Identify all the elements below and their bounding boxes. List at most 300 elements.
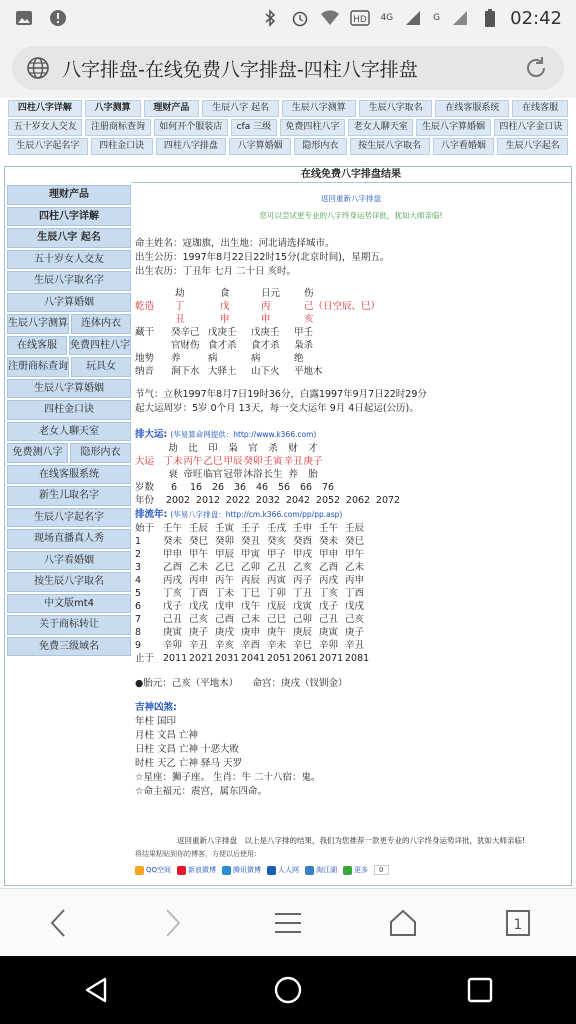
nav-link[interactable]: 五十岁女人交友	[8, 119, 82, 136]
cell: 劫	[175, 288, 185, 299]
sidebar-item[interactable]: 新生儿取名字	[7, 486, 131, 506]
cell: 庚戌	[215, 627, 235, 638]
sidebar-item[interactable]: 老女人聊天室	[7, 422, 131, 442]
cell: 癸巳	[345, 536, 365, 547]
cell: 壬午	[163, 523, 183, 534]
cell: 16	[189, 482, 203, 493]
shensha-line: 时柱 天乙 亡神 驿马 天罗	[135, 758, 243, 769]
liunian-source-link[interactable]: (华易八字排盘：http://cm.k366.com/pp/pp.asp)	[170, 510, 343, 519]
cell: 36	[233, 482, 247, 493]
sidebar-item[interactable]: 在线客服系统	[7, 465, 131, 485]
cell: 甲壬	[294, 327, 314, 338]
cell: 26	[211, 482, 225, 493]
cell: 年份	[135, 495, 155, 506]
sidebar-item[interactable]: 理财产品	[7, 185, 131, 205]
nav-link[interactable]: 在线客服	[512, 100, 568, 117]
cell: 乙丑	[267, 562, 287, 573]
dayun-age-row	[135, 481, 567, 494]
cell: 壬戌	[267, 523, 287, 534]
network-4g-label: 4G	[380, 13, 394, 23]
signal-icon-2	[450, 9, 470, 27]
address-bar-area	[0, 36, 576, 98]
cell: 冠带	[223, 469, 243, 480]
result-panel	[131, 167, 571, 885]
dayun-year-row	[135, 494, 567, 507]
cell: 辛酉	[241, 640, 261, 651]
sidebar-item[interactable]: 按生辰八字取名	[7, 572, 131, 592]
nav-link[interactable]: 八字看婚姻	[433, 138, 495, 155]
cell: 己亥	[345, 614, 365, 625]
cell: 丁亥	[319, 588, 339, 599]
cell: 沐浴	[243, 469, 263, 480]
cell: 劫	[168, 443, 178, 454]
cell: 乙亥	[293, 562, 313, 573]
info-lunar: 出生农历：丁丑年 七月 二十日 亥时。	[135, 266, 297, 277]
shensha-line: 月柱 文昌 亡神	[135, 730, 199, 741]
nav-link[interactable]: 按生辰八字取名	[350, 138, 430, 155]
cell: 癸亥	[267, 536, 287, 547]
canggan-row	[135, 326, 567, 339]
cell	[135, 313, 163, 326]
liunian-row	[135, 613, 567, 626]
cell: 印	[208, 443, 218, 454]
cell: 壬辰	[189, 523, 209, 534]
cell: 才	[308, 443, 318, 454]
cell: 丙辰	[241, 575, 261, 586]
sidebar-item[interactable]: 免费三级域名	[7, 637, 131, 657]
footer-promo-link[interactable]: 返回重新八字排盘 以上是八字排的结果，我们为您推荐一款更专业的八字终身运势详批，犹如大师亲临!	[176, 836, 525, 845]
dayun-shishen-row	[135, 442, 567, 455]
cell: 食	[220, 288, 230, 299]
address-bar[interactable]	[12, 46, 564, 90]
nav-link[interactable]: 生辰八字取名	[359, 100, 433, 117]
sidebar-item[interactable]: 四柱八字详解	[7, 207, 131, 227]
share-label: 更多	[354, 866, 369, 874]
cell	[135, 468, 163, 481]
cell: 戊戌	[189, 601, 209, 612]
nav-link[interactable]: 理财产品	[144, 100, 200, 117]
cell: 2042	[285, 495, 311, 506]
share-taojianghu[interactable]	[305, 865, 337, 875]
redo-link[interactable]: 返回重新八字排盘	[321, 194, 381, 203]
sidebar-item[interactable]: 关于商标转让	[7, 615, 131, 635]
share-label: 淘江湖	[316, 866, 338, 874]
shensha-line: ☆星座：狮子座。 生肖：牛 二十八宿：鬼。	[135, 772, 321, 783]
forward-button[interactable]	[153, 903, 193, 943]
cell: 丁	[175, 301, 185, 312]
cell: 46	[255, 482, 269, 493]
cell	[135, 442, 163, 455]
liunian-row	[135, 561, 567, 574]
nav-link[interactable]: 八字测算	[85, 100, 141, 117]
dayun-state-row	[135, 468, 567, 481]
sidebar-item[interactable]: 八字算婚姻	[7, 293, 131, 313]
system-nav-bar	[0, 956, 576, 1024]
cell: 丁酉	[345, 588, 365, 599]
cell: 庚辰	[293, 627, 313, 638]
page-title: 八字排盘-在线免费八字排盘-四柱八字排盘	[62, 58, 418, 81]
cell: 财	[288, 443, 298, 454]
cell: 甲申	[319, 549, 339, 560]
sidebar-pair	[7, 443, 131, 463]
cell: 涧下水	[171, 366, 200, 377]
cell: 帝旺	[183, 469, 203, 480]
cell: 56	[277, 482, 291, 493]
dayun-title: 排大运:	[135, 429, 168, 440]
dizhi-row	[135, 313, 567, 326]
cell: 养	[171, 353, 181, 364]
shensha-line: ☆命主福元：震宫，属东四命。	[135, 786, 268, 797]
cell: 乙巳	[215, 562, 235, 573]
cell: 平地木	[294, 366, 323, 377]
network-g-label: G	[433, 13, 441, 23]
cell: 丁巳	[241, 588, 261, 599]
cell: 甲寅	[241, 549, 261, 560]
cell: 辛丑	[345, 640, 365, 651]
cell: 辛丑	[283, 456, 303, 467]
cell: 己未	[241, 614, 261, 625]
sidebar-item[interactable]: 现场直播真人秀	[7, 529, 131, 549]
cell: 乙巳	[203, 456, 223, 467]
sidebar-item[interactable]: 生辰八字取名字	[7, 271, 131, 291]
renren-icon	[267, 866, 276, 875]
cell: 3	[135, 562, 142, 573]
tabs-icon[interactable]	[498, 903, 538, 943]
cell: 2032	[255, 495, 281, 506]
share-bar	[135, 865, 389, 875]
cell: 2011	[163, 653, 188, 664]
cell: 甲午	[189, 549, 209, 560]
cell: 2031	[215, 653, 240, 664]
cell: 乙酉	[319, 562, 339, 573]
cell: 癸辛己	[171, 327, 200, 338]
tencent-weibo-icon	[222, 866, 231, 875]
cell: 戊庚壬	[208, 327, 237, 338]
cell: 2072	[375, 495, 401, 506]
cell: 乙未	[345, 562, 365, 573]
cell: 壬午	[319, 523, 339, 534]
nav-link[interactable]: 免费四柱八字	[280, 119, 345, 136]
alarm-icon	[290, 9, 310, 27]
sidebar-item[interactable]: 生辰八字测算	[7, 314, 69, 334]
nav-link[interactable]: 如何开个服装店	[154, 119, 228, 136]
cell: 养	[288, 469, 298, 480]
cell: 辛亥	[215, 640, 235, 651]
cell: 食才杀	[208, 340, 237, 351]
cell: 乙未	[189, 562, 209, 573]
jieqi-line: 节气：立秋1997年8月7日19时36分，白露1997年9月7日22时29分	[135, 389, 427, 400]
share-label: 腾讯微博	[233, 866, 262, 874]
cell: 76	[321, 482, 335, 493]
cell: 纳音	[135, 366, 155, 377]
cell: 丁丑	[293, 588, 313, 599]
cell: 杀	[268, 443, 278, 454]
info-solar: 出生公历：1997年8月22日22时15分(北京时间)，星期五。	[135, 252, 390, 263]
liunian-row	[135, 548, 567, 561]
shishen-row	[135, 339, 567, 352]
image-icon	[14, 9, 34, 27]
info-name: 命主姓名：寇珈旗，出生地：河北请选择城市。	[135, 238, 335, 249]
cell: 大运	[135, 456, 155, 467]
liunian-row	[135, 587, 567, 600]
cell: 2061	[293, 653, 318, 664]
sidebar-pair	[7, 336, 131, 356]
cell: 丁酉	[189, 588, 209, 599]
sidebar-item[interactable]: 连体内衣	[71, 314, 131, 334]
share-label: QQ空间	[146, 866, 172, 874]
liunian-table	[135, 522, 567, 665]
cell: 9	[135, 640, 142, 651]
cell: 戊寅	[293, 601, 313, 612]
cell: 病	[208, 353, 218, 364]
cell: 丙	[261, 301, 271, 312]
sidebar-item[interactable]: 在线客服	[7, 336, 67, 356]
cell: 庚子	[345, 627, 365, 638]
sidebar-item[interactable]: 生辰八字起名字	[7, 508, 131, 528]
battery-icon	[480, 9, 500, 27]
cell: 丙子	[293, 575, 313, 586]
cell: 癸巳	[189, 536, 209, 547]
result-heading: 在线免费八字排盘结果	[131, 167, 571, 183]
sidebar-item[interactable]: 注册商标查询	[7, 357, 69, 377]
cell: 8	[135, 627, 142, 638]
cell: 始于	[135, 523, 155, 534]
cell: 5	[135, 588, 142, 599]
cell: 己巳	[267, 614, 287, 625]
system-back-icon[interactable]	[76, 970, 116, 1010]
cell	[135, 287, 163, 300]
svg-text:HD: HD	[353, 15, 368, 25]
cell: 丁亥	[163, 588, 183, 599]
share-tencent-weibo[interactable]	[222, 865, 261, 875]
cell: 壬辰	[345, 523, 365, 534]
liunian-row	[135, 639, 567, 652]
nav-link[interactable]: 生辰八字起名	[497, 138, 568, 155]
cell: 乾造	[135, 301, 155, 312]
liunian-row	[135, 652, 567, 665]
cell: 甲辰	[223, 456, 243, 467]
share-qzone[interactable]	[135, 865, 171, 875]
cell: 癸未	[319, 536, 339, 547]
liunian-row	[135, 535, 567, 548]
cell	[135, 339, 163, 352]
cell: 庚子	[303, 456, 323, 467]
dayun-source-link[interactable]: (华易算命网提供：http://www.k366.com)	[170, 430, 317, 439]
cell: 6	[170, 482, 178, 493]
cell: 2012	[195, 495, 221, 506]
cell: 丑	[175, 314, 185, 325]
cell: 壬子	[241, 523, 261, 534]
nav-link[interactable]: 八字算婚姻	[229, 138, 291, 155]
cell: 亥	[304, 314, 314, 325]
cell: 甲辰	[215, 549, 235, 560]
more-icon	[343, 866, 352, 875]
liunian-row	[135, 600, 567, 613]
cell: 甲午	[345, 549, 365, 560]
sidebar-item[interactable]: 八字看婚姻	[7, 551, 131, 571]
cell: 2062	[345, 495, 371, 506]
system-home-icon[interactable]	[268, 970, 308, 1010]
nav-link[interactable]: cfa 三级	[231, 119, 277, 136]
cell: 丙寅	[267, 575, 287, 586]
signal-icon	[403, 9, 423, 27]
cell: 庚申	[241, 627, 261, 638]
cell: 戊子	[319, 601, 339, 612]
cell: 1	[135, 536, 142, 547]
cell: 2052	[315, 495, 341, 506]
cell: 辛卯	[319, 640, 339, 651]
sidebar-item[interactable]: 玩具女	[71, 357, 131, 377]
menu-icon[interactable]	[268, 903, 308, 943]
sidebar-item[interactable]: 生辰八字算婚姻	[7, 379, 131, 399]
cell: 伤	[304, 288, 314, 299]
detail-promo-link[interactable]: 您可以尝试更专业的八字终身运势详批，犹如大师亲临!	[259, 211, 443, 220]
cell: 己丑	[163, 614, 183, 625]
cell: 丁卯	[267, 588, 287, 599]
cell: 岁数	[135, 482, 155, 493]
qiyun-line: 起大运周岁：5岁 0个月 13天，每一交大运年 9月 4日起运(公历)。	[135, 403, 419, 414]
sidebar	[7, 185, 131, 658]
cell: 官	[248, 443, 258, 454]
cell: 戊子	[163, 601, 183, 612]
cell: 癸未	[163, 536, 183, 547]
nav-link[interactable]: 生辰八字算婚姻	[416, 119, 490, 136]
sidebar-item[interactable]: 中文版mt4	[7, 594, 131, 614]
share-renren[interactable]	[267, 865, 299, 875]
cell: 2071	[319, 653, 344, 664]
cell: 癸卯	[215, 536, 235, 547]
cell: 壬申	[293, 523, 313, 534]
top-nav-links	[8, 100, 568, 157]
cell: 乙卯	[241, 562, 261, 573]
cell: 丙申	[189, 575, 209, 586]
reload-icon[interactable]	[522, 54, 550, 82]
system-recents-icon[interactable]	[460, 970, 500, 1010]
cell: 食才杀	[251, 340, 280, 351]
nav-link[interactable]: 老女人聊天室	[348, 119, 413, 136]
cell: 止于	[135, 653, 155, 664]
cell: 藏干	[135, 327, 155, 338]
cell: 大驿土	[208, 366, 237, 377]
result-body	[135, 187, 567, 799]
nav-link[interactable]: 生辰八字 起名	[202, 100, 279, 117]
cell: 丙午	[215, 575, 235, 586]
wifi-icon	[320, 9, 340, 27]
cell: 病	[251, 353, 261, 364]
cell: 2002	[165, 495, 191, 506]
nav-link[interactable]: 四柱八字金口诀	[494, 119, 568, 136]
back-button[interactable]	[38, 903, 78, 943]
sidebar-pair	[7, 314, 131, 334]
sidebar-item[interactable]: 五十岁女人交友	[7, 250, 131, 270]
cell: 庚午	[267, 627, 287, 638]
qianzao-row	[135, 300, 567, 313]
share-count: 0	[374, 865, 388, 875]
pillar-head-row	[135, 287, 567, 300]
cell: 2041	[241, 653, 266, 664]
cell: 2	[135, 549, 142, 560]
cell: 胎	[308, 469, 318, 480]
cell: 己亥	[189, 614, 209, 625]
cell: 2022	[225, 495, 251, 506]
hd-icon	[350, 9, 370, 27]
nav-link[interactable]: 注册商标查询	[85, 119, 150, 136]
sidebar-item[interactable]: 免费四柱八字	[69, 336, 131, 356]
cell: 2051	[267, 653, 292, 664]
bluetooth-icon	[260, 9, 280, 27]
cell: 4	[135, 575, 142, 586]
cell: 壬寅	[215, 523, 235, 534]
cell: 衰	[168, 469, 178, 480]
nav-link[interactable]: 生辰八字测算	[282, 100, 356, 117]
sidebar-item[interactable]: 生辰八字 起名	[7, 228, 131, 248]
share-label: 新浪微博	[188, 866, 217, 874]
nayin-row	[135, 365, 567, 378]
cell: 丙申	[345, 575, 365, 586]
weibo-icon	[177, 866, 186, 875]
cell: 戊戌	[345, 601, 365, 612]
content-frame	[4, 166, 572, 886]
cell: 日元	[261, 288, 281, 299]
clock: 02:42	[510, 7, 562, 29]
share-weibo[interactable]	[177, 865, 216, 875]
cell: 庚子	[189, 627, 209, 638]
cell: 丙戌	[319, 575, 339, 586]
nav-link[interactable]: 四柱八字详解	[8, 100, 82, 117]
sidebar-item[interactable]: 隐形内衣	[70, 443, 131, 463]
cell: 7	[135, 614, 142, 625]
cell: 长生	[263, 469, 283, 480]
nav-link[interactable]: 在线客服系统	[435, 100, 509, 117]
share-more[interactable]	[343, 865, 368, 875]
cell: 癸酉	[293, 536, 313, 547]
nav-link[interactable]: 隐形内衣	[294, 138, 347, 155]
cell: 2081	[345, 653, 370, 664]
cell: 山下火	[251, 366, 280, 377]
cell: 绝	[294, 353, 304, 364]
cell: 2021	[189, 653, 214, 664]
cell: 戊午	[241, 601, 261, 612]
cell: 甲申	[163, 549, 183, 560]
shensha-line: 年柱 国印	[135, 716, 177, 727]
shensha-line: 日柱 文昌 亡神 十恶大败	[135, 744, 240, 755]
cell: 丁未	[215, 588, 235, 599]
cell: 丙戌	[163, 575, 183, 586]
cell: 癸丑	[241, 536, 261, 547]
cell: 辛未	[267, 640, 287, 651]
cell: 戊庚壬	[251, 327, 280, 338]
nav-link[interactable]: 生辰八字起名字	[8, 138, 88, 155]
cell: 66	[299, 482, 313, 493]
nav-link[interactable]: 四柱八字排盘	[156, 138, 227, 155]
cell: 戊申	[215, 601, 235, 612]
sidebar-pair	[7, 357, 131, 377]
shensha-title: 吉神凶煞:	[135, 702, 177, 713]
cell: 枭	[228, 443, 238, 454]
alert-icon	[48, 9, 68, 27]
liunian-row	[135, 626, 567, 639]
liunian-row	[135, 574, 567, 587]
cell: 辛丑	[189, 640, 209, 651]
cell: 戊辰	[267, 601, 287, 612]
cell: 壬寅	[263, 456, 283, 467]
sidebar-item[interactable]: 免费测八字	[7, 443, 68, 463]
cell: 比	[188, 443, 198, 454]
cell: 己卯	[293, 614, 313, 625]
home-icon[interactable]	[383, 903, 423, 943]
sidebar-item[interactable]: 四柱金口诀	[7, 400, 131, 420]
nav-link[interactable]: 四柱金口诀	[91, 138, 153, 155]
